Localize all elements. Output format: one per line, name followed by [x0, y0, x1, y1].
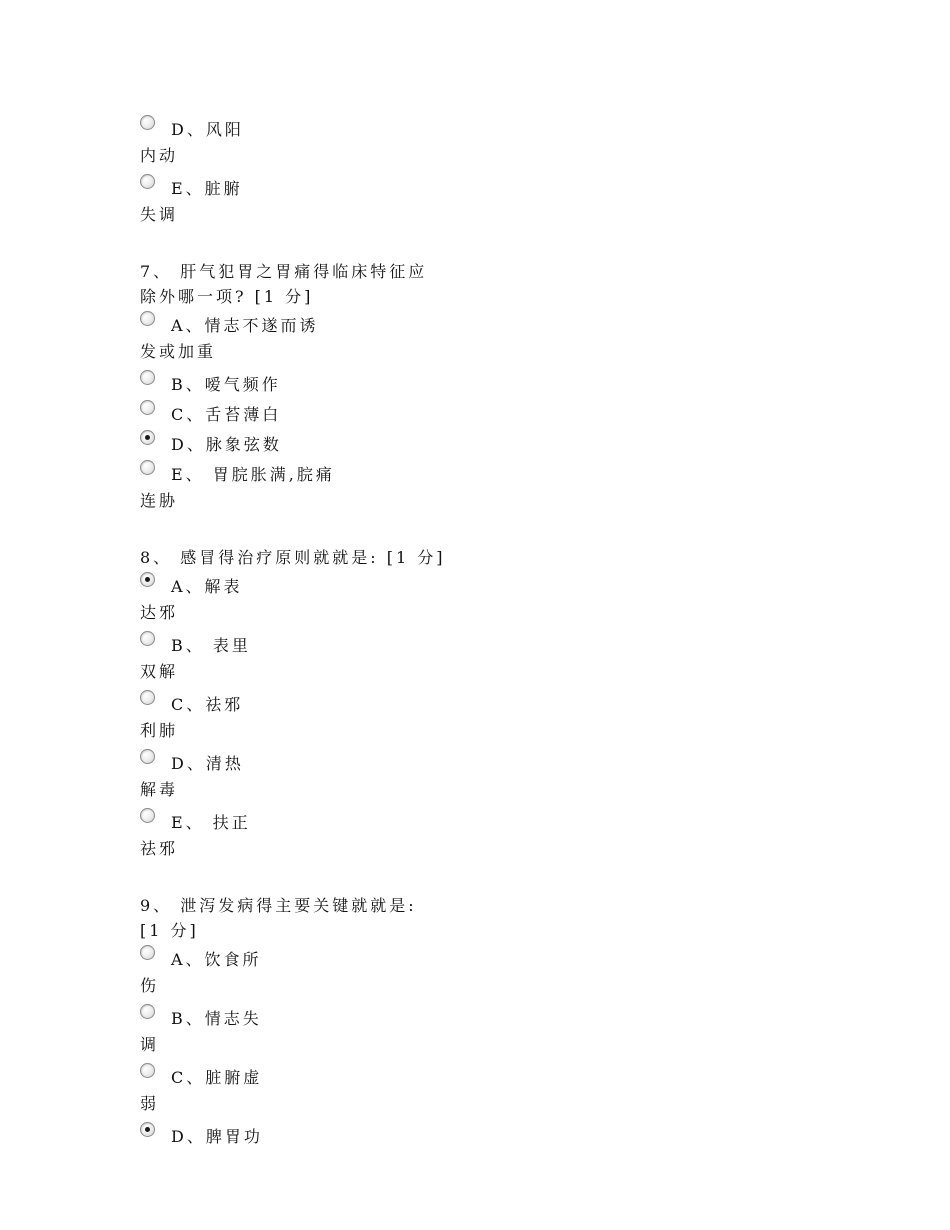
option-row[interactable] — [140, 1120, 560, 1150]
question-text — [140, 259, 560, 309]
option-label: E、脏腑 — [171, 179, 243, 198]
option-label-continued: 祛邪 — [140, 839, 179, 858]
option-label-continued: 连胁 — [140, 491, 179, 510]
answer-option[interactable] — [140, 1061, 560, 1120]
option-label-continued: 解毒 — [140, 780, 179, 799]
radio-button[interactable] — [140, 1063, 155, 1078]
option-label: E、 胃脘胀满,脘痛 — [171, 465, 335, 484]
radio-button[interactable] — [140, 400, 155, 415]
option-label: C、祛邪 — [171, 695, 244, 714]
question-line: [1 分] — [140, 921, 199, 940]
option-row[interactable] — [140, 747, 560, 777]
answer-option[interactable] — [140, 458, 560, 517]
option-label: A、解表 — [171, 577, 243, 596]
option-row[interactable] — [140, 629, 560, 659]
answer-option[interactable] — [140, 688, 560, 747]
question-line: 8、 感冒得治疗原则就就是: [1 分] — [140, 548, 446, 567]
option-row[interactable] — [140, 368, 560, 398]
option-row[interactable] — [140, 309, 560, 339]
option-label: D、脉象弦数 — [171, 435, 282, 454]
option-label: C、脏腑虚 — [171, 1068, 263, 1087]
option-row[interactable] — [140, 806, 560, 836]
option-label: D、清热 — [171, 754, 244, 773]
option-group — [140, 113, 560, 231]
answer-option[interactable] — [140, 1002, 560, 1061]
radio-button[interactable] — [140, 460, 155, 475]
question-text — [140, 893, 560, 943]
answer-option[interactable] — [140, 368, 560, 398]
option-label-continued: 发或加重 — [140, 342, 217, 361]
option-label: D、风阳 — [171, 120, 244, 139]
radio-button[interactable] — [140, 311, 155, 326]
option-label-continued: 失调 — [140, 205, 179, 224]
radio-button[interactable] — [140, 749, 155, 764]
radio-button[interactable] — [140, 690, 155, 705]
radio-button[interactable] — [140, 430, 155, 445]
radio-button[interactable] — [140, 115, 155, 130]
option-label-continued: 双解 — [140, 662, 179, 681]
option-row[interactable] — [140, 688, 560, 718]
radio-button[interactable] — [140, 572, 155, 587]
question-line: 除外哪一项? [1 分] — [140, 287, 314, 306]
option-label-continued: 调 — [140, 1035, 160, 1054]
option-row[interactable] — [140, 943, 560, 973]
option-label-continued: 利肺 — [140, 721, 179, 740]
radio-button[interactable] — [140, 1004, 155, 1019]
option-row[interactable] — [140, 570, 560, 600]
option-row[interactable] — [140, 1002, 560, 1032]
answer-option[interactable] — [140, 428, 560, 458]
option-row[interactable] — [140, 428, 560, 458]
option-label-continued: 伤 — [140, 976, 160, 995]
radio-button[interactable] — [140, 945, 155, 960]
option-row[interactable] — [140, 172, 560, 202]
answer-option[interactable] — [140, 1120, 560, 1150]
answer-option[interactable] — [140, 172, 560, 231]
question-block — [140, 893, 560, 1150]
option-label-continued: 内动 — [140, 146, 179, 165]
radio-button[interactable] — [140, 808, 155, 823]
radio-button[interactable] — [140, 370, 155, 385]
question-line: 9、 泄泻发病得主要关键就就是: — [140, 896, 417, 915]
answer-option[interactable] — [140, 806, 560, 865]
option-label: A、饮食所 — [171, 950, 262, 969]
option-row[interactable] — [140, 458, 560, 488]
answer-option[interactable] — [140, 629, 560, 688]
option-row[interactable] — [140, 113, 560, 143]
option-label-continued: 达邪 — [140, 603, 179, 622]
question-line: 7、 肝气犯胃之胃痛得临床特征应 — [140, 262, 428, 281]
answer-option[interactable] — [140, 309, 560, 368]
option-label: E、 扶正 — [171, 813, 251, 832]
option-label: B、嗳气频作 — [171, 375, 281, 394]
option-label: B、情志失 — [171, 1009, 262, 1028]
answer-option[interactable] — [140, 113, 560, 172]
question-block — [140, 259, 560, 517]
option-row[interactable] — [140, 1061, 560, 1091]
option-label: C、舌苔薄白 — [171, 405, 282, 424]
radio-button[interactable] — [140, 174, 155, 189]
radio-button[interactable] — [140, 1122, 155, 1137]
option-label-continued: 弱 — [140, 1094, 160, 1113]
radio-button[interactable] — [140, 631, 155, 646]
answer-option[interactable] — [140, 398, 560, 428]
option-label: A、情志不遂而诱 — [171, 316, 319, 335]
option-label: B、 表里 — [171, 636, 251, 655]
answer-option[interactable] — [140, 570, 560, 629]
answer-option[interactable] — [140, 943, 560, 1002]
question-text — [140, 545, 560, 570]
question-block — [140, 545, 560, 865]
option-row[interactable] — [140, 398, 560, 428]
answer-option[interactable] — [140, 747, 560, 806]
exam-page — [140, 113, 560, 1150]
option-label: D、脾胃功 — [171, 1127, 263, 1146]
